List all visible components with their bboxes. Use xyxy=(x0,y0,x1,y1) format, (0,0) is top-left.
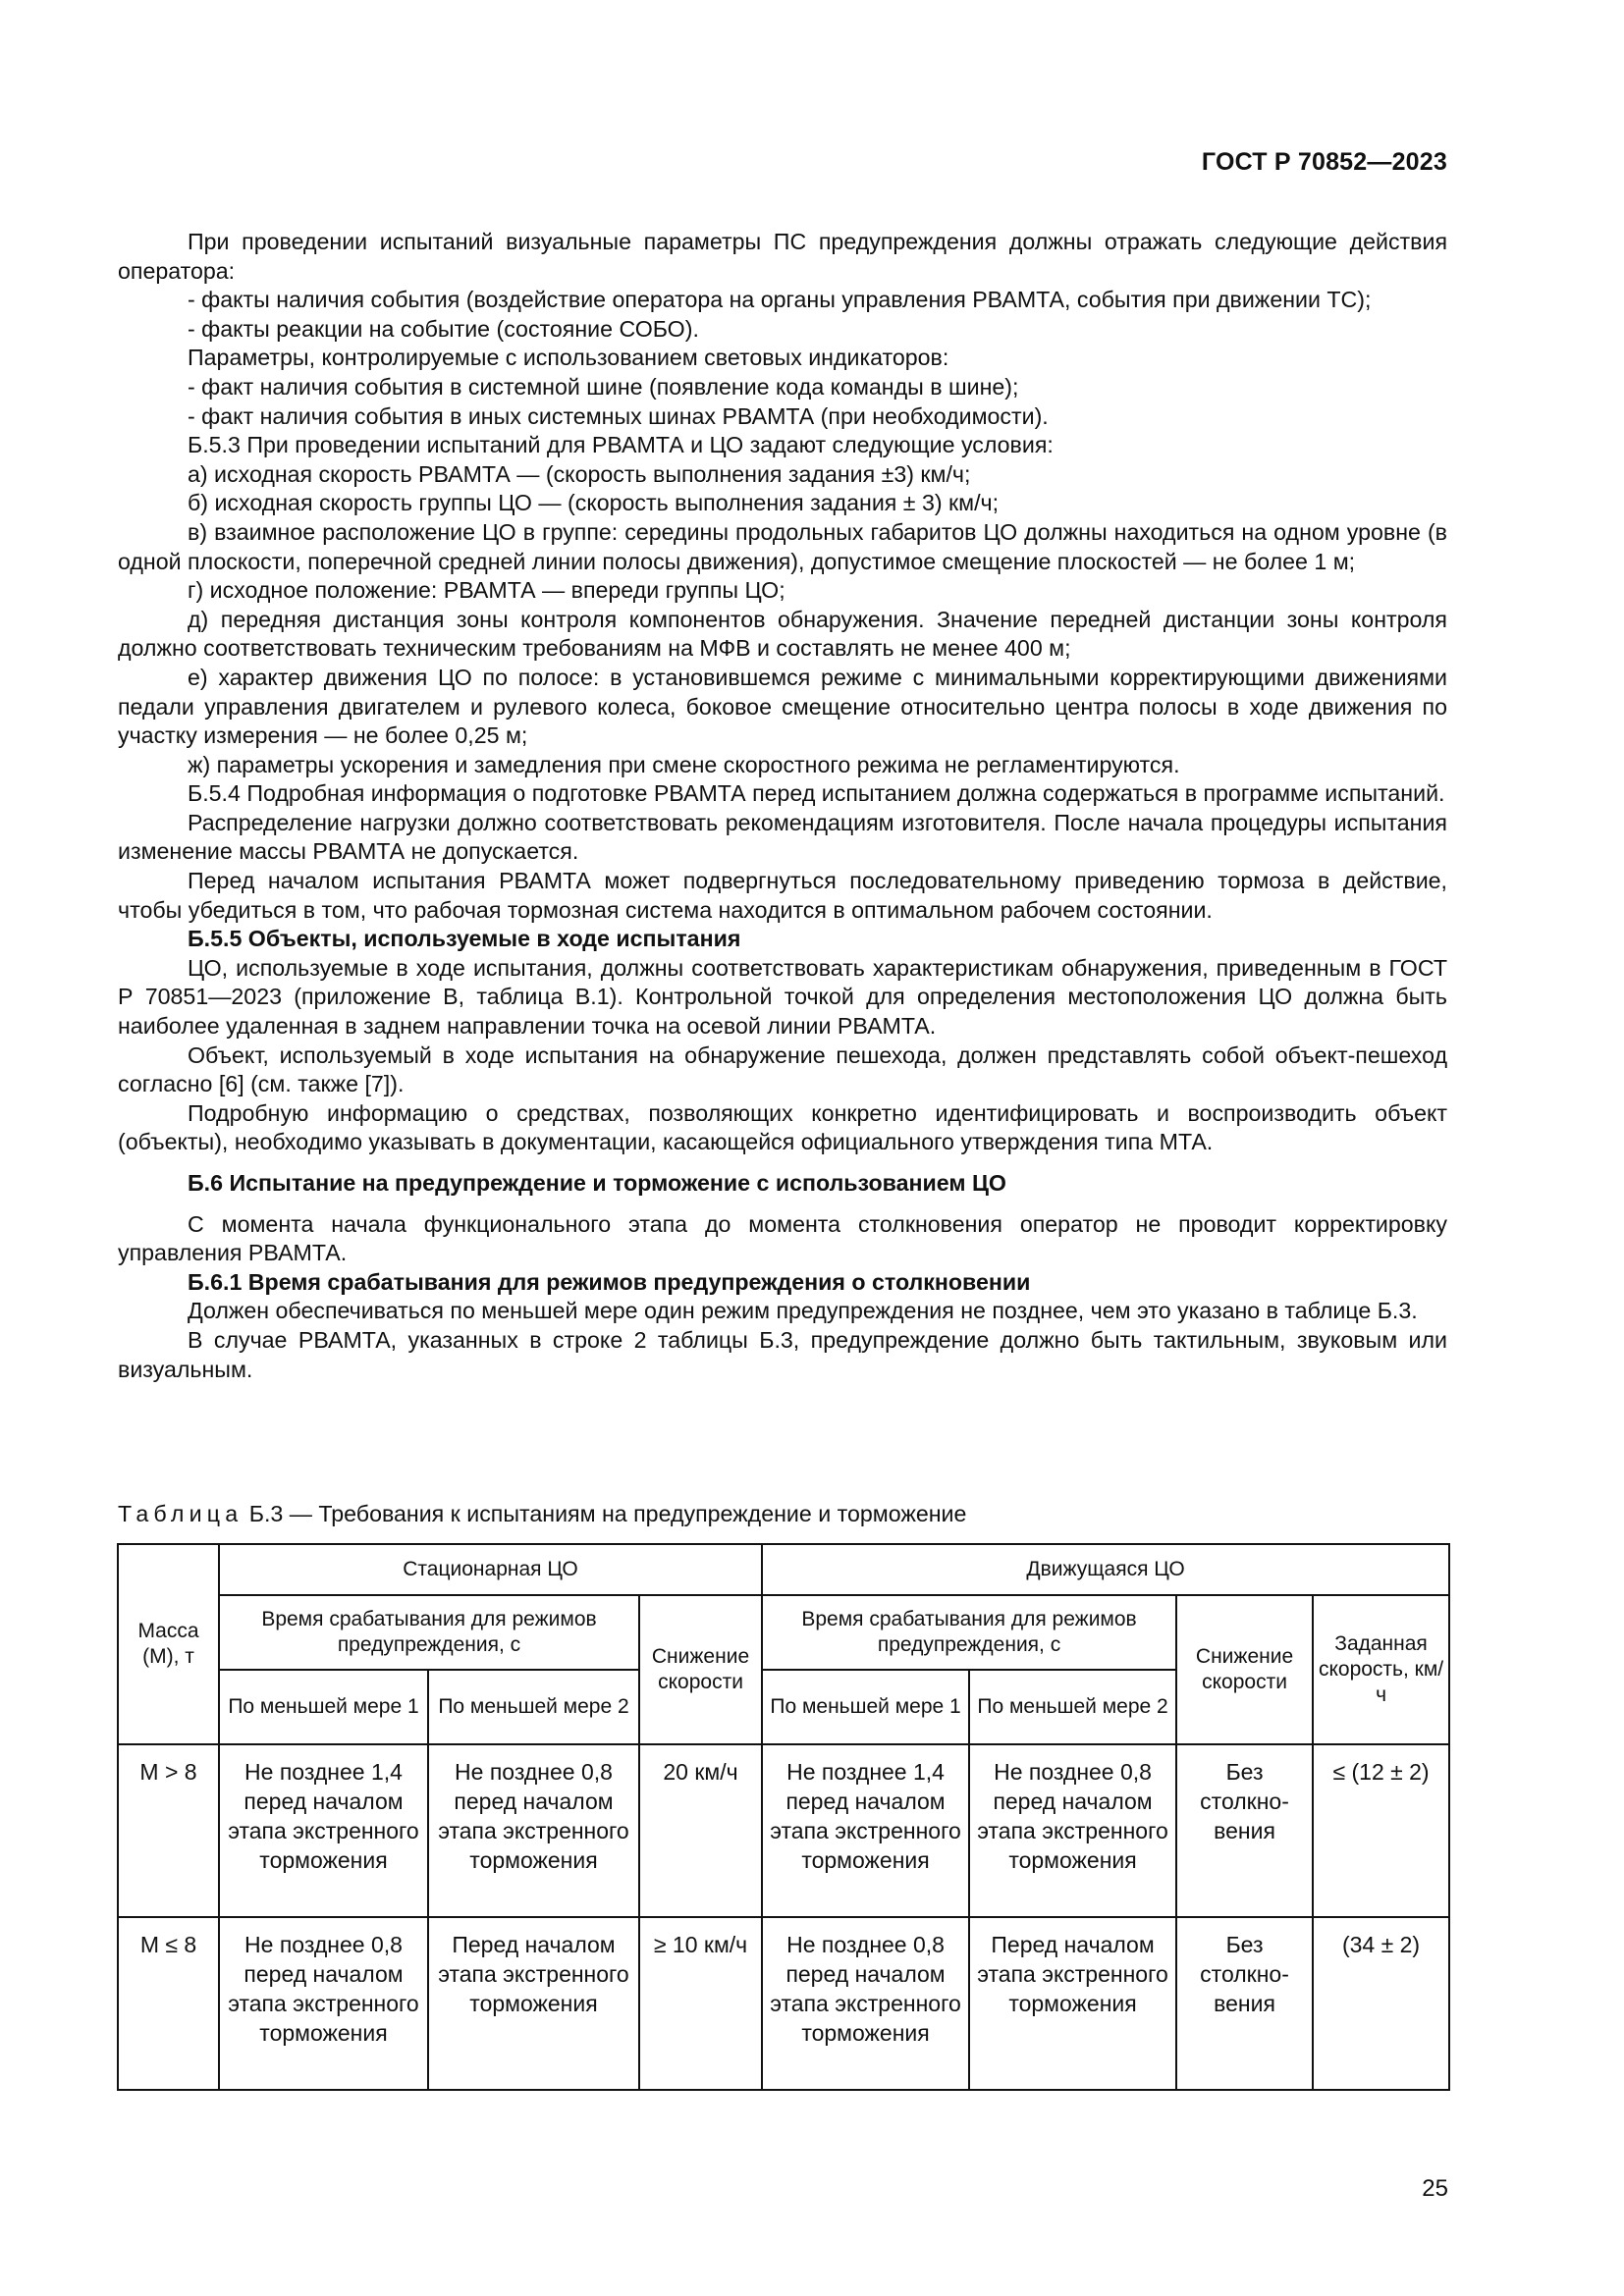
table-row xyxy=(118,1917,1449,2090)
paragraph: С момента начала функционального этапа до момента столкновения оператор не проводит корректировку управления РВАМТА. xyxy=(118,1210,1447,1266)
paragraph: - факты наличия события (воздействие оператора на органы управления РВАМТА, события при движении ТС); xyxy=(188,287,1372,313)
cell-moving-reduction: Без столкновения xyxy=(1176,1744,1313,1917)
paragraph: В случае РВАМТА, указанных в строке 2 таблицы Б.3, предупреждение должно быть тактильным, звуковым или визуальным. xyxy=(118,1326,1447,1382)
paragraph: Должен обеспечиваться по меньшей мере один режим предупреждения не позднее, чем это указано в таблице Б.3. xyxy=(188,1298,1418,1324)
paragraph: е) характер движения ЦО по полосе: в установившемся режиме с минимальными корректирующими движениями педали управления двигателем и рулевого колеса, боковое смещение относительно центра полосы в ходе движения по участку измерения — не более 0,25 м; xyxy=(118,664,1447,749)
header-moving-at-least-2: По меньшей мере 2 xyxy=(969,1670,1176,1744)
header-stationary-at-least-2: По меньшей мере 2 xyxy=(428,1670,639,1744)
cell-set-speed: (34 ± 2) xyxy=(1313,1917,1449,2090)
header-moving-at-least-1: По меньшей мере 1 xyxy=(762,1670,969,1744)
table-header-row xyxy=(118,1544,1449,1595)
header-stationary: Стационарная ЦО xyxy=(219,1544,762,1595)
subsection-heading: Б.5.5 Объекты, используемые в ходе испытания xyxy=(188,926,741,952)
header-stationary-speed-reduction: Снижение скорости xyxy=(639,1595,762,1744)
cell-mass: М > 8 xyxy=(118,1744,219,1917)
paragraph: Параметры, контролируемые с использованием световых индикаторов: xyxy=(188,345,949,371)
cell-stationary-2: Перед началом этапа экстренного торможения xyxy=(428,1917,639,2090)
paragraph: д) передняя дистанция зоны контроля компонентов обнаружения. Значение передней дистанции зоны контроля должно соответствовать техническим требованиям на МФВ и составлять не менее 400 м; xyxy=(118,606,1447,662)
cell-moving-2: Перед началом этапа экстренного торможения xyxy=(969,1917,1176,2090)
paragraph: - факт наличия события в иных системных шинах РВАМТА (при необходимости). xyxy=(188,402,1049,429)
header-stationary-response-time: Время срабатывания для режимов предупреждения, с xyxy=(219,1595,639,1670)
header-stationary-at-least-1: По меньшей мере 1 xyxy=(219,1670,428,1744)
document-header: ГОСТ Р 70852—2023 xyxy=(1201,148,1447,176)
paragraph: - факты реакции на событие (состояние СОБО). xyxy=(188,315,699,342)
header-moving-response-time: Время срабатывания для режимов предупреждения, с xyxy=(762,1595,1176,1670)
header-moving-speed-reduction: Снижение скорости xyxy=(1176,1595,1313,1744)
document-body xyxy=(118,228,1447,1384)
paragraph: Распределение нагрузки должно соответствовать рекомендациям изготовителя. После начала процедуры испытания изменение массы РВАМТА не допускается. xyxy=(118,809,1447,865)
cell-stationary-2: Не позднее 0,8 перед началом этапа экстренного торможения xyxy=(428,1744,639,1917)
cell-moving-1: Не позднее 0,8 перед началом этапа экстренного торможения xyxy=(762,1917,969,2090)
header-set-speed: Заданная скорость, км/ч xyxy=(1313,1595,1449,1744)
table-caption-prefix: Таблица xyxy=(118,1501,244,1526)
cell-set-speed: ≤ (12 ± 2) xyxy=(1313,1744,1449,1917)
section-heading: Б.6 Испытание на предупреждение и торможение с использованием ЦО xyxy=(188,1170,1006,1196)
table-row xyxy=(118,1744,1449,1917)
paragraph: - факт наличия события в системной шине (появление кода команды в шине); xyxy=(188,373,1019,400)
paragraph: При проведении испытаний визуальные параметры ПС предупреждения должны отражать следующие действия оператора: xyxy=(118,229,1447,284)
paragraph: в) взаимное расположение ЦО в группе: середины продольных габаритов ЦО должны находиться на одном уровне (в одной плоскости, поперечной средней линии полосы движения), допустимое смещение плоскостей — не более 1 м; xyxy=(118,518,1447,574)
cell-moving-1: Не позднее 1,4 перед началом этапа экстренного торможения xyxy=(762,1744,969,1917)
requirements-table xyxy=(117,1543,1450,2091)
paragraph: Перед началом испытания РВАМТА может подвергнуться последовательному приведению тормоза в действие, чтобы убедиться в том, что рабочая тормозная система находится в оптимальном рабочем состоянии. xyxy=(118,868,1447,923)
table-header-row xyxy=(118,1595,1449,1670)
cell-moving-reduction: Без столкновения xyxy=(1176,1917,1313,2090)
paragraph: Подробную информацию о средствах, позволяющих конкретно идентифицировать и воспроизводить объект (объекты), необходимо указывать в документации, касающейся официального утверждения типа МТА. xyxy=(118,1099,1447,1155)
paragraph: ЦО, используемые в ходе испытания, должны соответствовать характеристикам обнаружения, приведенным в ГОСТ Р 70851—2023 (приложение В, таблица В.1). Контрольной точкой для определения местоположения ЦО должна быть наиболее удаленная в заднем направлении точка на осевой линии РВАМТА. xyxy=(118,954,1447,1040)
paragraph: б) исходная скорость группы ЦО — (скорость выполнения задания ± 3) км/ч; xyxy=(188,490,1000,516)
paragraph: Б.5.4 Подробная информация о подготовке РВАМТА перед испытанием должна содержаться в программе испытаний. xyxy=(188,780,1445,807)
cell-stationary-1: Не позднее 1,4 перед началом этапа экстренного торможения xyxy=(219,1744,428,1917)
paragraph: а) исходная скорость РВАМТА — (скорость выполнения задания ±3) км/ч; xyxy=(188,460,971,487)
cell-stationary-reduction: ≥ 10 км/ч xyxy=(639,1917,762,2090)
table-caption-text: Б.3 — Требования к испытаниям на предупреждение и торможение xyxy=(243,1501,967,1526)
cell-stationary-1: Не позднее 0,8 перед началом этапа экстренного торможения xyxy=(219,1917,428,2090)
table-caption xyxy=(118,1499,966,1528)
subsection-heading: Б.6.1 Время срабатывания для режимов предупреждения о столкновении xyxy=(188,1268,1031,1295)
paragraph: Объект, используемый в ходе испытания на обнаружение пешехода, должен представлять собой объект-пешеход согласно [6] (см. также [7]). xyxy=(118,1041,1447,1097)
cell-stationary-reduction: 20 км/ч xyxy=(639,1744,762,1917)
page-number: 25 xyxy=(1422,2175,1448,2202)
header-moving: Движущаяся ЦО xyxy=(762,1544,1449,1595)
paragraph: г) исходное положение: РВАМТА — впереди группы ЦО; xyxy=(188,577,785,604)
header-mass: Масса (М), т xyxy=(118,1544,219,1744)
cell-moving-2: Не позднее 0,8 перед началом этапа экстренного торможения xyxy=(969,1744,1176,1917)
paragraph: ж) параметры ускорения и замедления при смене скоростного режима не регламентируются. xyxy=(188,751,1180,777)
paragraph: Б.5.3 При проведении испытаний для РВАМТА и ЦО задают следующие условия: xyxy=(188,432,1054,458)
cell-mass: М ≤ 8 xyxy=(118,1917,219,2090)
